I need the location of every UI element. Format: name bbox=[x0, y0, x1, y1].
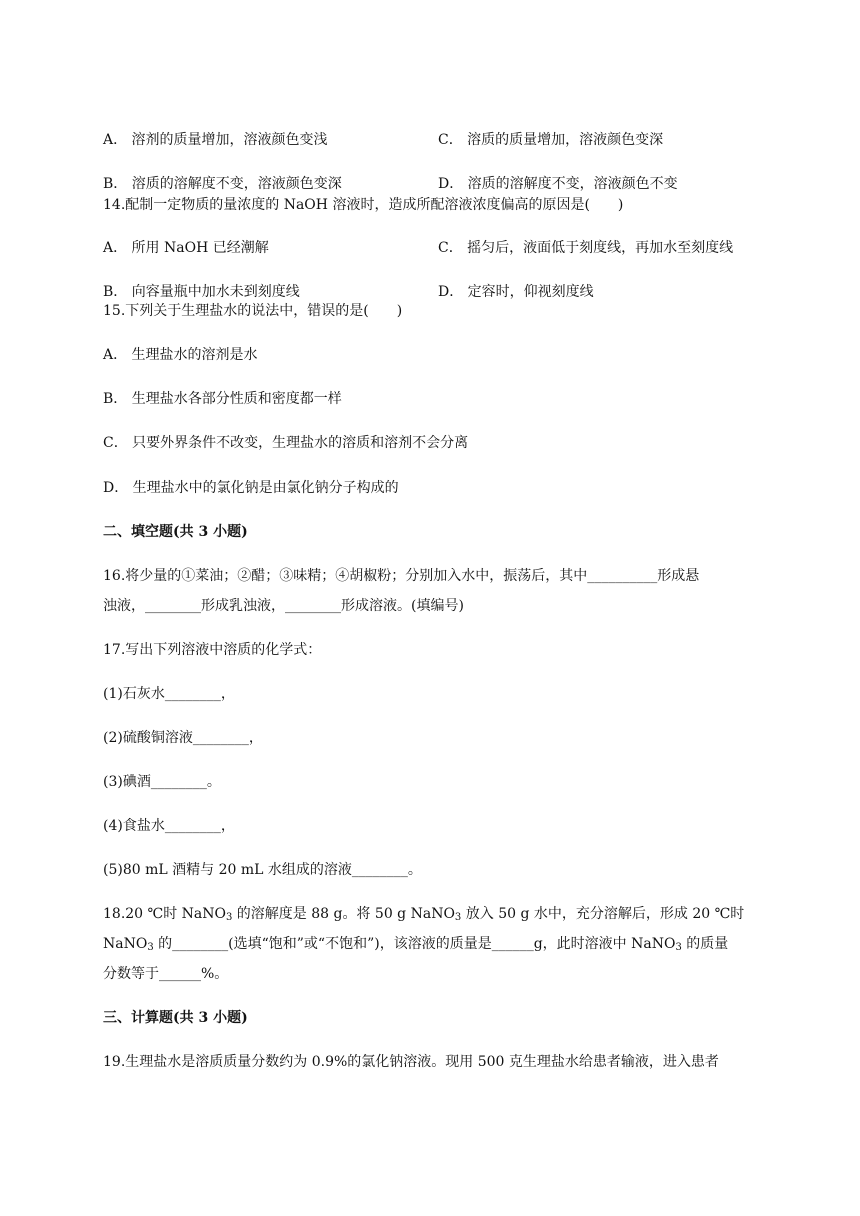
subscript: 3 bbox=[454, 912, 462, 923]
q18-text: 18.20 ℃时 NaNO bbox=[103, 906, 226, 922]
q18-line-2 bbox=[103, 934, 728, 954]
q14-option-a: A． 所用 NaOH 已经潮解 bbox=[103, 240, 269, 256]
q18-text: NaNO bbox=[103, 936, 148, 952]
q19-line-1: 19.生理盐水是溶质质量分数约为 0.9%的氯化钠溶液。现用 500 克生理盐水给患者输液，进入患者 bbox=[103, 1054, 719, 1070]
q15-option-c: C． 只要外界条件不改变，生理盐水的溶质和溶剂不会分离 bbox=[103, 435, 469, 451]
q14-option-b: B． 向容量瓶中加水未到刻度线 bbox=[103, 284, 300, 300]
subscript: 3 bbox=[225, 912, 233, 923]
q14-stem: 14.配制一定物质的量浓度的 NaOH 溶液时，造成所配溶液浓度偏高的原因是( ) bbox=[103, 197, 624, 213]
q13-option-c: C． 溶质的质量增加，溶液颜色变深 bbox=[438, 132, 664, 148]
q15-option-a: A． 生理盐水的溶剂是水 bbox=[103, 347, 258, 363]
section-heading-calculation: 三、计算题(共 3 小题) bbox=[103, 1010, 248, 1026]
q18-text: 的质量 bbox=[681, 936, 729, 952]
q18-line-3: 分数等于______%。 bbox=[103, 966, 229, 982]
q18-text: 的溶解度是 88 g。将 50 g NaNO bbox=[232, 906, 455, 922]
section-heading-fill-in: 二、填空题(共 3 小题) bbox=[103, 524, 248, 540]
subscript: 3 bbox=[675, 942, 682, 953]
q15-option-d: D． 生理盐水中的氯化钠是由氯化钠分子构成的 bbox=[103, 480, 399, 496]
q17-sub-5: (5)80 mL 酒精与 20 mL 水组成的溶液________。 bbox=[103, 862, 422, 878]
q18-text: 的________(选填“饱和”或“不饱和”)，该溶液的质量是______g，此时溶液中 NaNO bbox=[153, 936, 676, 952]
q13-option-d: D． 溶质的溶解度不变，溶液颜色不变 bbox=[438, 176, 678, 192]
q16-line-1: 16.将少量的①菜油；②醋；③味精；④胡椒粉；分别加入水中，振荡后，其中__________形成悬 bbox=[103, 568, 700, 584]
q16-line-2: 浊液，________形成乳浊液，________形成溶液。(填编号) bbox=[103, 598, 464, 614]
q18-text: 放入 50 g 水中，充分溶解后，形成 20 ℃时 bbox=[461, 906, 745, 922]
q14-option-c: C． 摇匀后，液面低于刻度线，再加水至刻度线 bbox=[438, 240, 734, 256]
q17-sub-1: (1)石灰水________， bbox=[103, 686, 235, 702]
q14-option-d: D． 定容时，仰视刻度线 bbox=[438, 284, 594, 300]
q13-option-b: B． 溶质的溶解度不变，溶液颜色变深 bbox=[103, 176, 342, 192]
q17-sub-4: (4)食盐水________， bbox=[103, 818, 235, 834]
q13-option-a: A． 溶剂的质量增加，溶液颜色变浅 bbox=[103, 132, 328, 148]
q17-stem: 17.写出下列溶液中溶质的化学式： bbox=[103, 642, 322, 658]
q15-option-b: B． 生理盐水各部分性质和密度都一样 bbox=[103, 391, 342, 407]
q18-line-1 bbox=[103, 904, 744, 924]
q15-stem: 15.下列关于生理盐水的说法中，错误的是( ) bbox=[103, 303, 403, 319]
q17-sub-3: (3)碘酒________。 bbox=[103, 774, 221, 790]
subscript: 3 bbox=[147, 942, 154, 953]
q17-sub-2: (2)硫酸铜溶液________， bbox=[103, 730, 263, 746]
